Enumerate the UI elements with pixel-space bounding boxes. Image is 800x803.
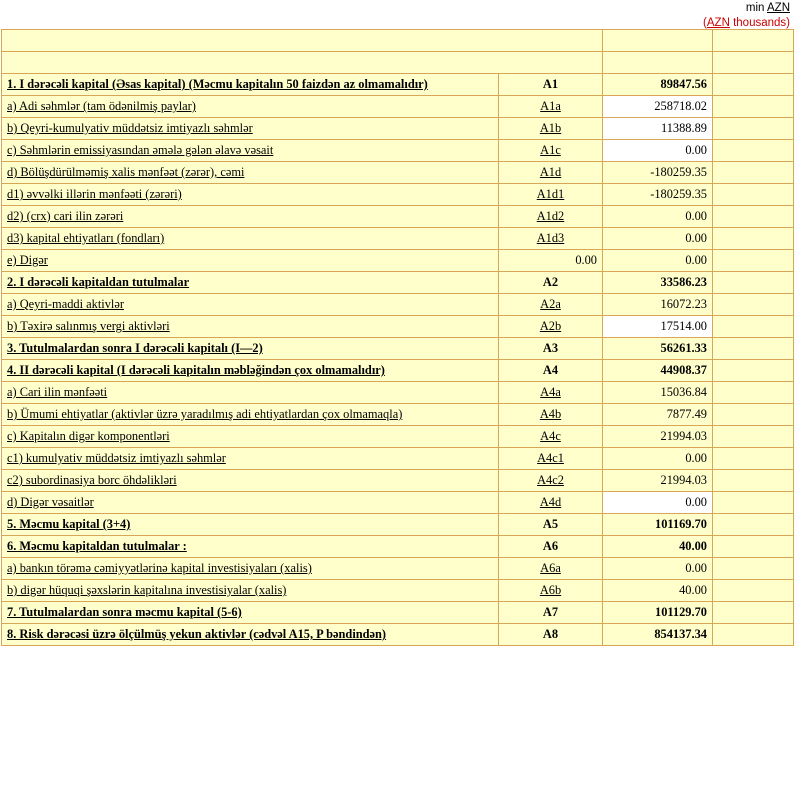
row-code: [499, 492, 603, 514]
table-row: [2, 338, 794, 360]
row-code: [499, 470, 603, 492]
row-label: [2, 536, 499, 558]
row-code: [499, 536, 603, 558]
row-label: [2, 580, 499, 602]
row-label-text: c1) kumulyativ müddətsiz imtiyazlı səhmlər: [7, 451, 226, 465]
row-code: [499, 206, 603, 228]
row-code: [499, 360, 603, 382]
row-code: [499, 448, 603, 470]
row-code-text: A6b: [539, 583, 562, 597]
row-label-text: a) bankın törəmə cəmiyyətlərinə kapital investisiyaları (xalis): [7, 561, 312, 575]
spacer-cell: [713, 140, 794, 162]
row-label-text: 4. II dərəcəli kapital (I dərəcəli kapitalın məbləğindən çox olmamalıdır): [7, 363, 385, 377]
row-label-text: d3) kapital ehtiyatları (fondları): [7, 231, 165, 245]
table-row: [2, 140, 794, 162]
row-value: 21994.03: [603, 470, 713, 492]
spacer-cell: [713, 580, 794, 602]
row-code-text: A4c1: [537, 451, 564, 465]
row-code: [499, 514, 603, 536]
spacer-cell: [713, 228, 794, 250]
row-value: 0.00: [603, 558, 713, 580]
row-code: [499, 558, 603, 580]
row-code: [499, 228, 603, 250]
capital-table-wrapper: [1, 29, 794, 646]
spacer-cell: [713, 360, 794, 382]
row-label-text: d) Bölüşdürülməmiş xalis mənfəət (zərər), cəmi: [7, 165, 245, 179]
row-code-text: A1: [542, 77, 559, 91]
row-code: [499, 74, 603, 96]
capital-table: [1, 29, 794, 646]
row-code-text: A4: [542, 363, 559, 377]
row-label: [2, 514, 499, 536]
spacer-cell: [713, 558, 794, 580]
row-code: [499, 316, 603, 338]
row-label-text: c2) subordinasiya borc öhdəlikləri: [7, 473, 177, 487]
row-code-text: A6a: [540, 561, 561, 575]
row-value: 21994.03: [603, 426, 713, 448]
table-row: [2, 602, 794, 624]
row-code-text: A5: [542, 517, 559, 531]
row-value: 0.00: [603, 228, 713, 250]
row-code: [499, 96, 603, 118]
table-row: [2, 118, 794, 140]
row-value: 11388.89: [603, 118, 713, 140]
table-row: [2, 96, 794, 118]
row-label: [2, 250, 499, 272]
spacer-cell: [713, 624, 794, 646]
row-code-text: A2a: [540, 297, 561, 311]
table-row: [2, 316, 794, 338]
row-code-text: A2b: [539, 319, 562, 333]
row-code-text: A4d: [539, 495, 562, 509]
row-value: 258718.02: [603, 96, 713, 118]
row-code-text: A4a: [540, 385, 561, 399]
row-label-text: c) Kapitalın digər komponentləri: [7, 429, 170, 443]
row-label: [2, 602, 499, 624]
spacer-cell: [713, 536, 794, 558]
table-row: [2, 580, 794, 602]
table-row: [2, 624, 794, 646]
spacer-cell: [713, 404, 794, 426]
table-row: [2, 74, 794, 96]
table-row: [2, 184, 794, 206]
row-code-text: A1c: [540, 143, 561, 157]
spacer-cell: [603, 30, 713, 52]
row-extra-value: 0.00: [499, 250, 603, 272]
row-value: 101129.70: [603, 602, 713, 624]
row-label-text: 5. Məcmu kapital (3+4): [7, 517, 131, 531]
table-row: [2, 162, 794, 184]
row-label: [2, 426, 499, 448]
row-label: [2, 470, 499, 492]
spacer-cell: [713, 602, 794, 624]
row-value: 0.00: [603, 492, 713, 514]
row-label: [2, 184, 499, 206]
row-value: 16072.23: [603, 294, 713, 316]
row-value: 0.00: [603, 250, 713, 272]
table-row: [2, 404, 794, 426]
row-label: [2, 624, 499, 646]
row-label: [2, 228, 499, 250]
row-code-text: A3: [542, 341, 559, 355]
row-value: 7877.49: [603, 404, 713, 426]
row-label-text: d2) (crx) cari ilin zərəri: [7, 209, 124, 223]
spacer-cell: [713, 448, 794, 470]
row-value: 40.00: [603, 536, 713, 558]
table-row: [2, 448, 794, 470]
column-header-row: [2, 52, 794, 74]
row-label-text: e) Digər: [7, 253, 48, 267]
row-code-text: A6: [542, 539, 559, 553]
table-row: [2, 360, 794, 382]
row-label-text: a) Cari ilin mənfəəti: [7, 385, 108, 399]
row-value: -180259.35: [603, 184, 713, 206]
spacer-cell: [713, 74, 794, 96]
row-code: [499, 184, 603, 206]
table-row: [2, 228, 794, 250]
spacer-cell: [713, 382, 794, 404]
row-label: [2, 140, 499, 162]
spacer-cell: [713, 338, 794, 360]
row-code: [499, 580, 603, 602]
header-note: [0, 0, 800, 32]
row-label-text: a) Adi səhmlər (tam ödənilmiş paylar): [7, 99, 196, 113]
row-label: [2, 382, 499, 404]
spacer-cell: [713, 492, 794, 514]
row-code-text: A1a: [540, 99, 561, 113]
row-label-text: 7. Tutulmalardan sonra məcmu kapital (5-6): [7, 605, 242, 619]
row-value: 40.00: [603, 580, 713, 602]
row-code-text: A7: [542, 605, 559, 619]
row-label: [2, 74, 499, 96]
header-note-currency-2: AZN: [706, 17, 730, 29]
row-code: [499, 404, 603, 426]
column-header-2: [603, 52, 713, 74]
spacer-cell: [713, 470, 794, 492]
row-value: 89847.56: [603, 74, 713, 96]
spacer-cell: [713, 118, 794, 140]
row-label-text: b) Qeyri-kumulyativ müddətsiz imtiyazlı səhmlər: [7, 121, 253, 135]
row-label-text: a) Qeyri-maddi aktivlər: [7, 297, 124, 311]
row-code-text: A2: [542, 275, 559, 289]
table-row: [2, 536, 794, 558]
spacer-cell: [713, 250, 794, 272]
row-code-text: A1d1: [536, 187, 565, 201]
row-label-text: 3. Tutulmalardan sonra I dərəcəli kapitalı (I—2): [7, 341, 263, 355]
row-value: -180259.35: [603, 162, 713, 184]
table-row: [2, 382, 794, 404]
row-label: [2, 492, 499, 514]
row-code-text: A4c: [540, 429, 561, 443]
header-note-currency: AZN: [767, 2, 790, 14]
row-code-text: A1d2: [536, 209, 565, 223]
row-value: 0.00: [603, 206, 713, 228]
row-value: 17514.00: [603, 316, 713, 338]
table-row: [2, 272, 794, 294]
row-code: [499, 162, 603, 184]
spacer-cell: [713, 514, 794, 536]
row-value: 0.00: [603, 448, 713, 470]
row-code-text: A1b: [539, 121, 562, 135]
spacer-cell: [713, 426, 794, 448]
spacer-cell: [713, 52, 794, 74]
row-label-text: d1) əvvəlki illərin mənfəəti (zərəri): [7, 187, 182, 201]
table-title: [2, 30, 603, 52]
row-label-text: b) Təxirə salınmış vergi aktivləri: [7, 319, 170, 333]
row-code-text: A4b: [539, 407, 562, 421]
row-label: [2, 338, 499, 360]
spacer-cell: [713, 294, 794, 316]
row-label: [2, 558, 499, 580]
row-code-text: A1d3: [536, 231, 565, 245]
header-note-line-1: min AZN: [745, 2, 790, 14]
table-row: [2, 558, 794, 580]
spacer-cell: [713, 272, 794, 294]
row-label-text: 6. Məcmu kapitaldan tutulmalar :: [7, 539, 187, 553]
row-code-text: A8: [542, 627, 559, 641]
column-header-1: [2, 52, 603, 74]
spacer-cell: [713, 316, 794, 338]
row-code: [499, 624, 603, 646]
row-value: 15036.84: [603, 382, 713, 404]
row-code: [499, 140, 603, 162]
row-label: [2, 294, 499, 316]
row-value: 854137.34: [603, 624, 713, 646]
row-code: [499, 118, 603, 140]
row-value: 56261.33: [603, 338, 713, 360]
table-title-row: [2, 30, 794, 52]
table-row: [2, 514, 794, 536]
row-label-text: 8. Risk dərəcəsi üzrə ölçülmüş yekun aktivlər (cədvəl A15, P bəndindən): [7, 627, 387, 641]
row-label-text: d) Digər vəsaitlər: [7, 495, 94, 509]
table-row: [2, 206, 794, 228]
row-value: 44908.37: [603, 360, 713, 382]
row-code-text: A4c2: [537, 473, 564, 487]
row-label: [2, 404, 499, 426]
row-label: [2, 96, 499, 118]
table-row: [2, 426, 794, 448]
header-note-line-2: (AZN thousands): [703, 17, 790, 29]
table-row: [2, 470, 794, 492]
table-row: [2, 492, 794, 514]
row-label: [2, 162, 499, 184]
table-row: [2, 294, 794, 316]
row-label: [2, 206, 499, 228]
row-code: [499, 294, 603, 316]
row-label: [2, 118, 499, 140]
spacer-cell: [713, 162, 794, 184]
row-code: [499, 382, 603, 404]
capital-table-body: [2, 30, 794, 646]
row-label-text: 1. I dərəcəli kapital (Əsas kapital) (Məcmu kapitalın 50 faizdən az olmamalıdır): [7, 77, 428, 91]
row-label: [2, 360, 499, 382]
spacer-cell: [713, 206, 794, 228]
row-label: [2, 448, 499, 470]
row-label: [2, 316, 499, 338]
row-code: [499, 426, 603, 448]
row-code: [499, 602, 603, 624]
row-label-text: 2. I dərəcəli kapitaldan tutulmalar: [7, 275, 190, 289]
row-label: [2, 272, 499, 294]
row-label-text: c) Səhmlərin emissiyasından əmələ gələn əlavə vəsait: [7, 143, 274, 157]
row-label-text: b) Ümumi ehtiyatlar (aktivlər üzrə yaradılmış adi ehtiyatlardan çox olmamaqla): [7, 407, 403, 421]
row-value: 0.00: [603, 140, 713, 162]
row-code: [499, 338, 603, 360]
table-row: [2, 250, 794, 272]
spacer-cell: [713, 184, 794, 206]
row-code: [499, 272, 603, 294]
row-code-text: A1d: [539, 165, 562, 179]
row-label-text: b) digər hüquqi şəxslərin kapitalına investisiyalar (xalis): [7, 583, 287, 597]
spacer-cell: [713, 30, 794, 52]
row-value: 33586.23: [603, 272, 713, 294]
row-value: 101169.70: [603, 514, 713, 536]
spacer-cell: [713, 96, 794, 118]
